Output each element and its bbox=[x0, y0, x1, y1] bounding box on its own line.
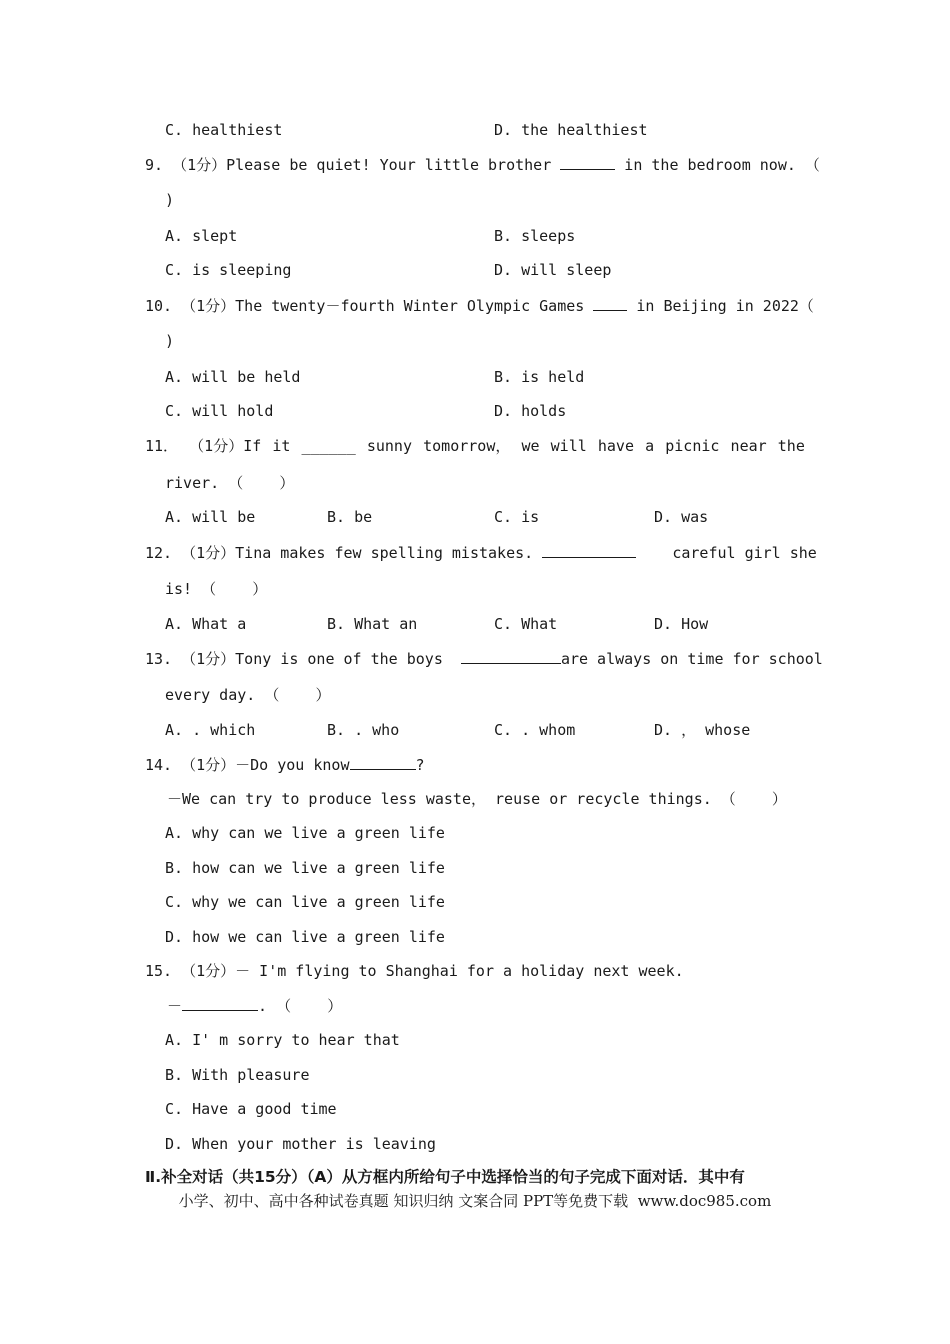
q10-stem bbox=[145, 295, 814, 316]
q15-answer-blank[interactable] bbox=[182, 995, 258, 1011]
q9-stem-close: ) bbox=[165, 191, 175, 209]
q14-stem-line2: －We can try to produce less waste， reuse or recycle things. （ ） bbox=[167, 790, 787, 808]
q13-option-a: A. . which bbox=[165, 721, 256, 739]
q8-option-c: C. healthiest bbox=[165, 121, 283, 139]
q10-option-b: B. is held bbox=[494, 368, 585, 386]
q9-stem-suffix: in the bedroom now. （ bbox=[615, 156, 820, 174]
q12-stem-prefix: 12. （1分）Tina makes few spelling mistakes. bbox=[145, 544, 543, 562]
q15-option-b: B. With pleasure bbox=[165, 1066, 310, 1084]
q11-option-a: A. will be bbox=[165, 508, 256, 526]
q13-stem-suffix: are always on time for school bbox=[560, 650, 823, 668]
q14-option-c: C. why we can live a green life bbox=[165, 893, 445, 911]
q9-option-d: D. will sleep bbox=[494, 261, 612, 279]
q15-option-a: A. I' m sorry to hear that bbox=[165, 1031, 400, 1049]
q15-stem-line2 bbox=[167, 995, 342, 1016]
q15-option-c: C. Have a good time bbox=[165, 1100, 337, 1118]
q11-answer-blank[interactable]: ______ bbox=[301, 437, 356, 455]
q15-dash: － bbox=[167, 997, 183, 1015]
q11-word: near bbox=[730, 437, 767, 455]
q14-stem-suffix: ? bbox=[415, 756, 425, 774]
q9-option-c: C. is sleeping bbox=[165, 261, 292, 279]
q14-answer-blank[interactable] bbox=[350, 754, 416, 770]
q11-word: the bbox=[777, 437, 805, 455]
q11-word: have bbox=[597, 437, 634, 455]
q11-word: we bbox=[521, 437, 540, 455]
q12-stem bbox=[145, 542, 817, 563]
q14-option-b: B. how can we live a green life bbox=[165, 859, 445, 877]
q13-option-c: C. . whom bbox=[494, 721, 576, 739]
q10-option-d: D. holds bbox=[494, 402, 567, 420]
q12-stem-suffix: careful girl she bbox=[636, 544, 817, 562]
q14-stem bbox=[145, 754, 425, 775]
q12-option-c: C. What bbox=[494, 615, 558, 633]
q12-answer-blank[interactable] bbox=[542, 542, 636, 558]
q8-option-d: D. the healthiest bbox=[494, 121, 648, 139]
q11-option-b: B. be bbox=[327, 508, 373, 526]
q13-stem-prefix: 13. （1分）Tony is one of the boys bbox=[145, 650, 461, 668]
q10-stem-close: ) bbox=[165, 332, 175, 350]
q13-option-b: B. . who bbox=[327, 721, 400, 739]
q15-stem: 15. （1分）－ I'm flying to Shanghai for a holiday next week. bbox=[145, 962, 684, 980]
q15-option-d: D. When your mother is leaving bbox=[165, 1135, 436, 1153]
q11-word: （1分）If bbox=[189, 437, 262, 455]
q15-stem-suffix: . （ ） bbox=[258, 997, 343, 1015]
q14-option-d: D. how we can live a green life bbox=[165, 928, 445, 946]
q12-option-b: B. What an bbox=[327, 615, 418, 633]
q11-stem-line2: river. （ ） bbox=[165, 474, 295, 492]
q12-option-d: D. How bbox=[654, 615, 709, 633]
q14-stem-prefix: 14. （1分）－Do you know bbox=[145, 756, 350, 774]
page-footer: 小学、初中、高中各种试卷真题 知识归纳 文案合同 PPT等免费下载 www.doc985.com bbox=[178, 1192, 772, 1210]
q11-word: it bbox=[272, 437, 291, 455]
q11-word: will bbox=[550, 437, 587, 455]
q9-answer-blank[interactable] bbox=[560, 154, 615, 170]
section-heading: Ⅱ.补全对话（共15分）（A）从方框内所给句子中选择恰当的句子完成下面对话．其中有 bbox=[145, 1168, 745, 1186]
q11-word: 11． bbox=[145, 437, 179, 455]
q9-option-b: B. sleeps bbox=[494, 227, 576, 245]
q9-option-a: A. slept bbox=[165, 227, 238, 245]
q11-option-c: C. is bbox=[494, 508, 540, 526]
q11-word: a bbox=[645, 437, 655, 455]
q10-stem-prefix: 10. （1分）The twenty－fourth Winter Olympic Games bbox=[145, 297, 594, 315]
q9-stem bbox=[145, 154, 820, 175]
q13-stem bbox=[145, 648, 823, 669]
q11-word: sunny bbox=[366, 437, 412, 455]
q10-answer-blank[interactable] bbox=[593, 295, 627, 311]
q11-word: picnic bbox=[665, 437, 720, 455]
q13-option-d: D. ， whose bbox=[654, 721, 751, 739]
q12-stem-line2: is! （ ） bbox=[165, 580, 268, 598]
q14-option-a: A. why can we live a green life bbox=[165, 824, 445, 842]
q10-option-a: A. will be held bbox=[165, 368, 301, 386]
q11-option-d: D. was bbox=[654, 508, 709, 526]
q11-word: tomorrow， bbox=[423, 437, 511, 455]
q9-stem-prefix: 9. （1分）Please be quiet! Your little brother bbox=[145, 156, 561, 174]
q13-answer-blank[interactable] bbox=[461, 648, 561, 664]
q12-option-a: A. What a bbox=[165, 615, 247, 633]
q11-stem bbox=[145, 436, 805, 456]
q13-stem-line2: every day. （ ） bbox=[165, 686, 331, 704]
q10-stem-suffix: in Beijing in 2022（ bbox=[627, 297, 814, 315]
q10-option-c: C. will hold bbox=[165, 402, 274, 420]
